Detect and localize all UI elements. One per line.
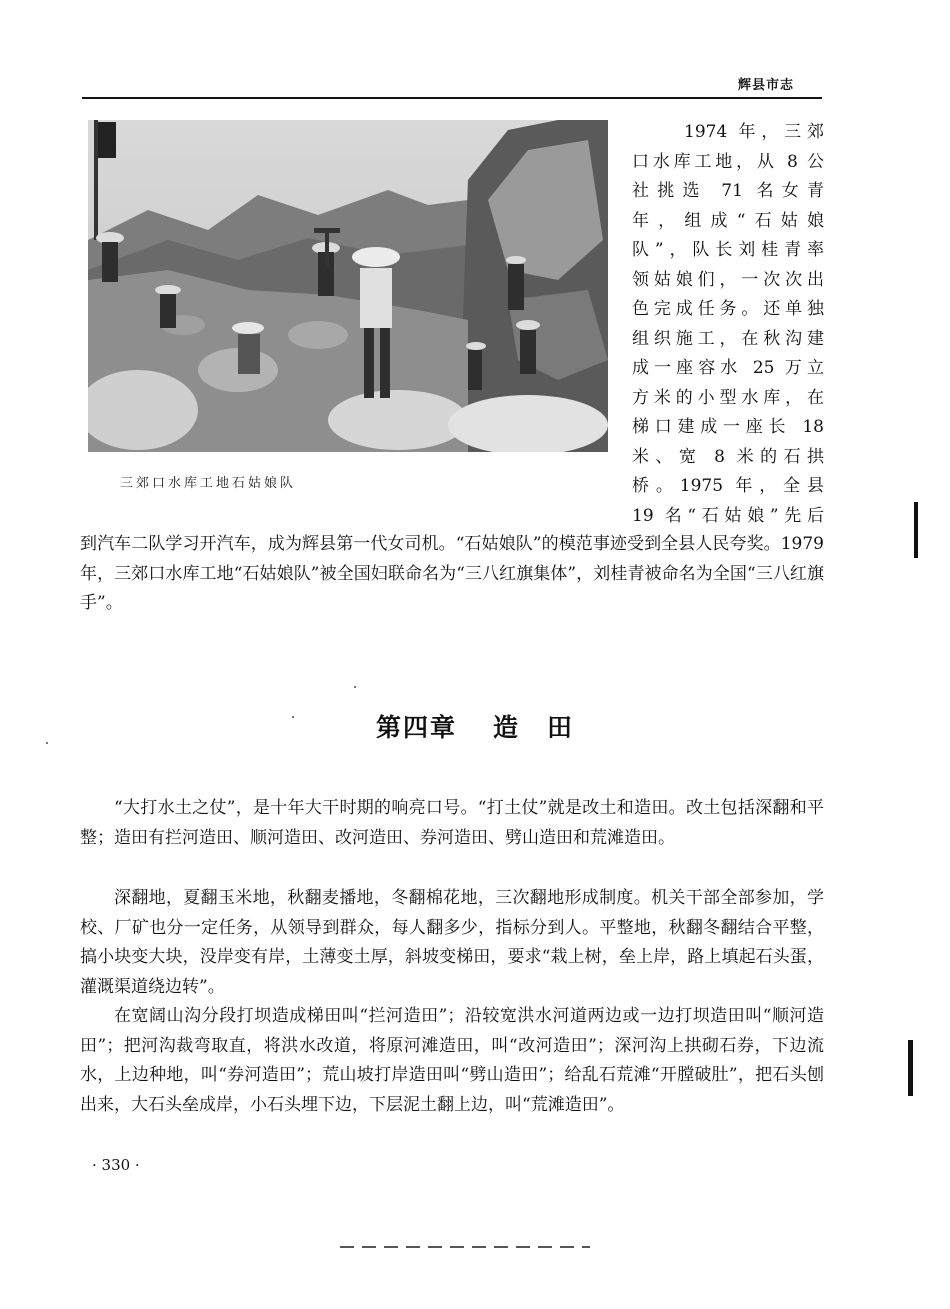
side-line: 方米的小型水库，在 — [632, 387, 824, 408]
side-line: 桥。1975 年，全县 — [632, 476, 824, 496]
side-line: 19 名“石姑娘”先后 — [632, 505, 824, 526]
body-paragraph: 深翻地，夏翻玉米地，秋翻麦播地，冬翻棉花地，三次翻地形成制度。机关干部全部参加，学校、厂矿也分一定任务，从领导到群众，每人翻多少，指标分到人。平整地，秋翻冬翻结合平整，搞小块变大块，没岸变有岸，土薄变土厚，斜坡变梯田，要求“栽上树，垒上岸，路上填起石头蛋，灌溉渠道绕边转”。 — [80, 888, 824, 997]
scan-speck — [46, 742, 48, 744]
margin-mark — [908, 1040, 913, 1096]
side-line: 队”，队长刘桂青率 — [632, 240, 824, 260]
margin-mark — [914, 502, 918, 558]
side-line: 组织施工，在秋沟建 — [632, 328, 824, 349]
photo-illustration — [88, 120, 608, 452]
chapter-title: 造 田 — [493, 713, 575, 742]
side-line: 1974 年，三郊 — [684, 122, 824, 142]
side-line: 领姑娘们，一次次出 — [632, 269, 824, 290]
chapter-number: 第四章 — [375, 713, 457, 742]
side-line: 年，组成“石姑娘 — [632, 210, 824, 231]
side-line: 口水库工地，从 8 公 — [632, 151, 824, 172]
header-rule — [82, 97, 822, 99]
side-line: 成一座容水 25 万立 — [632, 358, 824, 378]
side-line: 米、宽 8 米的石拱 — [632, 446, 824, 467]
side-line: 色完成任务。还单独 — [632, 299, 824, 319]
photo-stone-girls-team — [88, 120, 608, 452]
page-number: · 330 · — [92, 1156, 140, 1174]
side-text-column — [632, 118, 824, 531]
running-header: 辉县市志 — [738, 78, 795, 93]
continuation-paragraph: 到汽车二队学习开汽车，成为辉县第一代女司机。“石姑娘队”的模范事迹受到全县人民夸奖。1979 年，三郊口水库工地“石姑娘队”被全国妇联命名为“三八红旗集体”，刘桂青被命名为全国“三八红旗手”。 — [80, 534, 824, 613]
side-line: 社挑选 71 名女青 — [632, 181, 824, 201]
chapter-heading — [0, 708, 950, 744]
side-line: 梯口建成一座长 18 — [632, 417, 824, 437]
body-paragraph: 在宽阔山沟分段打坝造成梯田叫“拦河造田”；沿较宽洪水河道两边或一边打坝造田叫“顺河造田”；把河沟裁弯取直，将洪水改道，将原河滩造田，叫“改河造田”；深河沟上拱砌石券，下边流水，上边种地，叫“券河造田”；荒山坡打岸造田叫“劈山造田”；给乱石荒滩“开膛破肚”，把石头刨出来，大石头垒成岸，小石头埋下边，下层泥土翻上边，叫“荒滩造田”。 — [80, 1006, 824, 1115]
scan-speck — [354, 686, 356, 688]
body-paragraph: “大打水土之仗”，是十年大干时期的响亮口号。“打土仗”就是改土和造田。改土包括深翻和平整；造田有拦河造田、顺河造田、改河造田、券河造田、劈山造田和荒滩造田。 — [80, 798, 824, 848]
bottom-scan-artifact — [340, 1246, 590, 1248]
scan-speck — [292, 716, 294, 718]
photo-caption: 三郊口水库工地石姑娘队 — [120, 476, 297, 491]
